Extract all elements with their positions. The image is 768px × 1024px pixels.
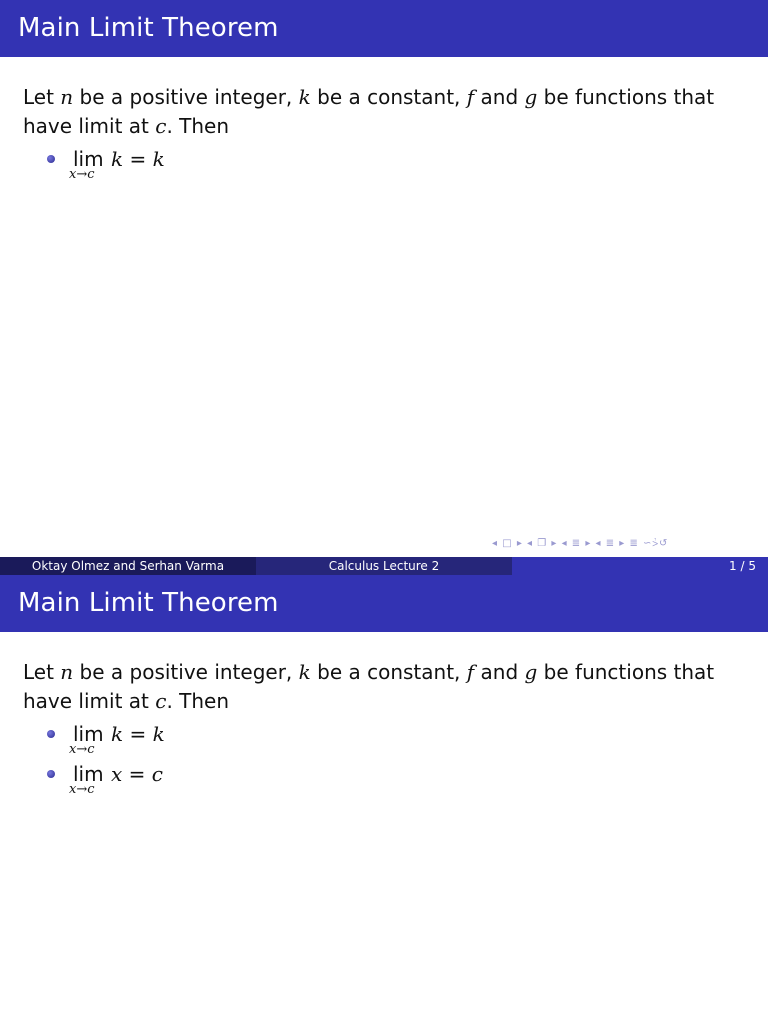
- intro-text: . Then: [166, 114, 230, 138]
- expr-equals: =: [123, 147, 153, 171]
- frame-title: Main Limit Theorem: [18, 13, 279, 43]
- var-k: k: [298, 660, 311, 684]
- var-f: f: [466, 85, 475, 109]
- intro-paragraph: [23, 83, 743, 141]
- expr-lhs: k: [111, 147, 124, 171]
- intro-text: be a positive integer,: [73, 660, 299, 684]
- frame-title: Main Limit Theorem: [18, 588, 279, 618]
- expr-lhs: k: [111, 722, 124, 746]
- footer-page-number: [512, 557, 768, 575]
- var-g: g: [524, 660, 538, 684]
- lim-subscript: x→c: [69, 167, 95, 182]
- lim-operator: lim: [73, 722, 104, 746]
- lim-operator: lim: [73, 147, 104, 171]
- intro-text: be a positive integer,: [73, 85, 299, 109]
- expr-equals: =: [122, 762, 152, 786]
- slide-2: [0, 575, 768, 1024]
- var-c: c: [155, 689, 167, 713]
- intro-text: and: [474, 660, 525, 684]
- frame-title-bar: [0, 0, 768, 57]
- page-number: 1 / 5: [729, 559, 756, 573]
- intro-text: Let: [23, 660, 61, 684]
- var-k: k: [298, 85, 311, 109]
- expr-rhs: k: [152, 147, 165, 171]
- bullet-icon: [47, 730, 55, 738]
- expr-rhs: c: [151, 762, 163, 786]
- navigation-symbols[interactable]: ◂ □ ▸ ◂ ❐ ▸ ◂ ≣ ▸ ◂ ≣ ▸ ≣ ∽⩼↺: [492, 538, 669, 549]
- var-f: f: [466, 660, 475, 684]
- expr-equals: =: [123, 722, 153, 746]
- lim-operator: lim: [73, 762, 104, 786]
- var-n: n: [60, 85, 74, 109]
- lim-subscript: x→c: [69, 742, 95, 757]
- expr-lhs: x: [111, 762, 123, 786]
- intro-paragraph: [23, 658, 743, 716]
- footer-title: Calculus Lecture 2: [256, 557, 512, 575]
- intro-text: be a constant,: [310, 660, 467, 684]
- bullet-icon: [47, 155, 55, 163]
- var-c: c: [155, 114, 167, 138]
- frame-title-bar: [0, 575, 768, 632]
- intro-text: be functions that have limit at: [23, 85, 715, 138]
- expr-rhs: k: [152, 722, 165, 746]
- intro-text: be functions that have limit at: [23, 660, 715, 713]
- bullet-icon: [47, 770, 55, 778]
- footline: [0, 557, 768, 575]
- var-n: n: [60, 660, 74, 684]
- intro-text: Let: [23, 85, 61, 109]
- intro-text: be a constant,: [310, 85, 467, 109]
- intro-text: and: [474, 85, 525, 109]
- lim-subscript: x→c: [69, 782, 95, 797]
- var-g: g: [524, 85, 538, 109]
- intro-text: . Then: [166, 689, 230, 713]
- footer-author: Oktay Olmez and Serhan Varma: [0, 557, 256, 575]
